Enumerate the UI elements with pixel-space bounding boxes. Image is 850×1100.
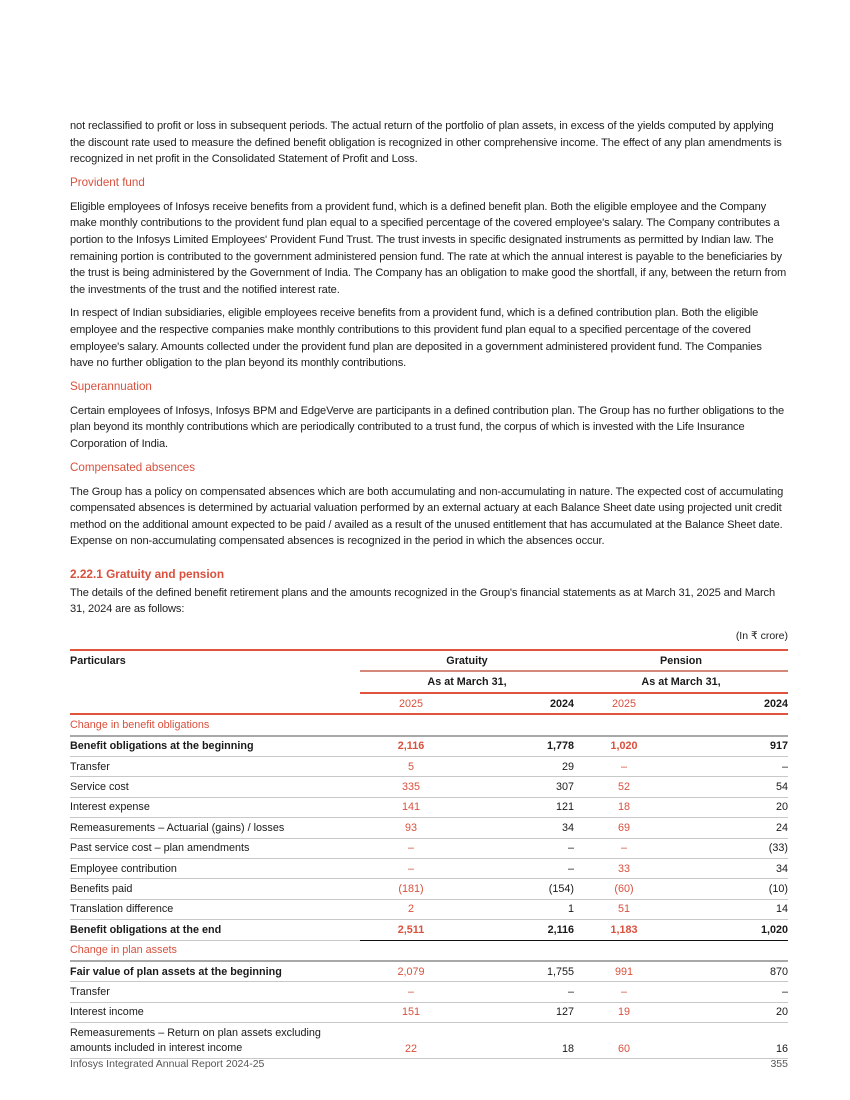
gratuity-year-2024: 2024 xyxy=(549,697,574,710)
gratuity-2024-value: – xyxy=(462,858,574,878)
gratuity-2024-value: – xyxy=(462,982,574,1002)
gratuity-2025-value: 2,116 xyxy=(360,736,462,757)
table-row xyxy=(70,1002,788,1022)
row-label: Interest expense xyxy=(70,797,360,817)
pension-2025-value: (60) xyxy=(574,879,674,899)
pension-2024-value: (10) xyxy=(674,879,788,899)
pension-2025-value: 69 xyxy=(574,818,674,838)
pension-2024-value: 54 xyxy=(674,777,788,797)
table-row xyxy=(70,818,788,838)
page-number: 355 xyxy=(770,1058,788,1070)
pension-year-2024: 2024 xyxy=(763,697,788,710)
row-label: Benefits paid xyxy=(70,879,360,899)
currency-unit-note: (In ₹ crore) xyxy=(735,630,788,643)
table-row xyxy=(70,777,788,797)
row-label: Employee contribution xyxy=(70,858,360,878)
table-group-header xyxy=(70,940,788,961)
table-row xyxy=(70,757,788,777)
group-title: Change in plan assets xyxy=(70,940,788,961)
table-row xyxy=(70,1023,788,1059)
gratuity-2024-value: 1,778 xyxy=(462,736,574,757)
pension-2025-value: 1,020 xyxy=(574,736,674,757)
gratuity-2024-value: 1 xyxy=(462,899,574,919)
gratuity-2025-value: 2 xyxy=(360,899,462,919)
gratuity-2024-value: 1,755 xyxy=(462,961,574,982)
pension-2025-value: 33 xyxy=(574,858,674,878)
pension-2024-value: 20 xyxy=(674,1002,788,1022)
row-label: Transfer xyxy=(70,757,360,777)
pension-2025-value: – xyxy=(574,838,674,858)
row-label: Benefit obligations at the end xyxy=(70,920,360,940)
pension-2024-value: 870 xyxy=(674,961,788,982)
superannuation-heading: Superannuation xyxy=(70,379,152,393)
gratuity-as-at-header: As at March 31, xyxy=(360,671,574,692)
pension-as-at-header: As at March 31, xyxy=(574,671,788,692)
table-row xyxy=(70,982,788,1002)
compensated-absences-paragraph: The Group has a policy on compensated absences which are both accumulating and non-accumulating in nature. The expected cost of accumulating compensated absences is determined by actuarial valuation performed by an external actuary at each Balance Sheet date using projected unit credit method on the additional amount expected to be paid / availed as a result of the unused entitlement that has accumulated at the Balance Sheet date. Expense on non-accumulating compensated absences is recognized in the period in which the absences occur. xyxy=(70,485,784,548)
pension-2024-value: 24 xyxy=(674,818,788,838)
row-label: Interest income xyxy=(70,1002,360,1022)
gratuity-2025-value: – xyxy=(360,838,462,858)
gratuity-2024-value: 34 xyxy=(462,818,574,838)
gratuity-2025-value: 335 xyxy=(360,777,462,797)
compensated-absences-heading: Compensated absences xyxy=(70,460,196,474)
pension-2024-value: (33) xyxy=(674,838,788,858)
gratuity-2025-value: – xyxy=(360,982,462,1002)
pension-2025-value: 60 xyxy=(574,1023,674,1059)
intro-paragraph: not reclassified to profit or loss in subsequent periods. The actual return of the portfolio of plan assets, in excess of the yields computed by applying the discount rate used to measure the defined benefit obligation is recognized in other comprehensive income. The effect of any plan amendments is recognized in net profit in the Consolidated Statement of Profit and Loss. xyxy=(70,120,782,166)
pension-2025-value: – xyxy=(574,982,674,1002)
row-label: Translation difference xyxy=(70,899,360,919)
pension-2025-value: – xyxy=(574,757,674,777)
gratuity-2025-value: 22 xyxy=(360,1023,462,1059)
gratuity-pension-heading: 2.22.1 Gratuity and pension xyxy=(70,566,225,581)
pension-2024-value: 34 xyxy=(674,858,788,878)
document-page xyxy=(70,118,788,1059)
provident-fund-paragraph-1: Eligible employees of Infosys receive benefits from a provident fund, which is a defined benefit plan. Both the eligible employee and the Company make monthly contributions to the provident fund plan equal to a specified percentage of the covered employee's salary. The Company contributes a portion to the Infosys Limited Employees' Provident Fund Trust. The trust invests in specific designated instruments as permitted by Indian law. The remaining portion is contributed to the government administered pension fund. The rate at which the annual interest is payable to the beneficiaries by the trust is being administered by the Government of India. The Company has an obligation to make good the shortfall, if any, between the return from the investments of the trust and the notified interest rate. xyxy=(70,200,787,296)
gratuity-2025-value: 2,511 xyxy=(360,920,462,940)
row-label: Benefit obligations at the beginning xyxy=(70,736,360,757)
table-row xyxy=(70,899,788,919)
table-subheader-row xyxy=(70,671,788,692)
gratuity-2024-value: 29 xyxy=(462,757,574,777)
row-label-line-2: amounts included in interest income xyxy=(70,1042,243,1055)
gratuity-pension-paragraph: The details of the defined benefit retirement plans and the amounts recognized in the Group's financial statements as at March 31, 2025 and March 31, 2024 are as follows: xyxy=(70,586,776,616)
row-label-line-1: Remeasurements – Return on plan assets excluding xyxy=(70,1027,321,1040)
provident-fund-paragraph-2: In respect of Indian subsidiaries, eligible employees receive benefits from a provident fund, which is a defined contribution plan. Both the eligible employee and the respective companies make monthly contributions to this provident fund plan equal to a specified percentage of the covered employee's salary. Amounts collected under the provident fund plan are deposited in a government administered provident fund. The Companies have no further obligation to the plan beyond its monthly contributions. xyxy=(70,307,762,370)
gratuity-2024-value: 18 xyxy=(462,1023,574,1059)
pension-2024-value: – xyxy=(674,757,788,777)
table-row xyxy=(70,961,788,982)
gratuity-2025-value: 93 xyxy=(360,818,462,838)
report-title: Infosys Integrated Annual Report 2024-25 xyxy=(70,1058,265,1070)
table-row xyxy=(70,858,788,878)
pension-header: Pension xyxy=(574,650,788,671)
page-footer xyxy=(70,1058,788,1070)
pension-2025-value: 52 xyxy=(574,777,674,797)
pension-2024-value: 16 xyxy=(674,1023,788,1059)
table-header-row xyxy=(70,650,788,671)
gratuity-2024-value: 307 xyxy=(462,777,574,797)
row-label: Past service cost – plan amendments xyxy=(70,838,360,858)
gratuity-2024-value: 127 xyxy=(462,1002,574,1022)
row-label: Remeasurements – Actuarial (gains) / losses xyxy=(70,818,360,838)
gratuity-2025-value: 141 xyxy=(360,797,462,817)
pension-2024-value: – xyxy=(674,982,788,1002)
superannuation-paragraph: Certain employees of Infosys, Infosys BPM and EdgeVerve are participants in a defined contribution plan. The Group has no further obligations to the plan beyond its monthly contributions which are periodically contributed to a trust fund, the corpus of which is invested with the Life Insurance Corporation of India. xyxy=(70,404,785,450)
pension-2025-value: 1,183 xyxy=(574,920,674,940)
gratuity-2024-value: 121 xyxy=(462,797,574,817)
gratuity-year-2025: 2025 xyxy=(398,697,424,710)
table-row xyxy=(70,879,788,899)
row-label: Fair value of plan assets at the beginning xyxy=(70,961,360,982)
table-row xyxy=(70,736,788,757)
table-row xyxy=(70,838,788,858)
pension-year-2025: 2025 xyxy=(611,697,637,710)
table-row xyxy=(70,920,788,940)
row-label: Transfer xyxy=(70,982,360,1002)
provident-fund-heading: Provident fund xyxy=(70,175,145,189)
gratuity-2025-value: 2,079 xyxy=(360,961,462,982)
table-group-header xyxy=(70,714,788,735)
gratuity-2024-value: (154) xyxy=(462,879,574,899)
pension-2024-value: 917 xyxy=(674,736,788,757)
group-title: Change in benefit obligations xyxy=(70,714,788,735)
pension-2024-value: 14 xyxy=(674,899,788,919)
gratuity-2024-value: 2,116 xyxy=(462,920,574,940)
gratuity-pension-table xyxy=(70,649,788,1059)
pension-2025-value: 991 xyxy=(574,961,674,982)
pension-2024-value: 1,020 xyxy=(674,920,788,940)
pension-2025-value: 51 xyxy=(574,899,674,919)
gratuity-2024-value: – xyxy=(462,838,574,858)
gratuity-2025-value: – xyxy=(360,858,462,878)
row-label xyxy=(70,1023,360,1059)
particulars-header: Particulars xyxy=(70,650,360,671)
gratuity-header: Gratuity xyxy=(360,650,574,671)
pension-2025-value: 18 xyxy=(574,797,674,817)
table-years-row xyxy=(70,693,788,714)
pension-2024-value: 20 xyxy=(674,797,788,817)
gratuity-2025-value: 5 xyxy=(360,757,462,777)
pension-2025-value: 19 xyxy=(574,1002,674,1022)
gratuity-2025-value: 151 xyxy=(360,1002,462,1022)
table-row xyxy=(70,797,788,817)
gratuity-2025-value: (181) xyxy=(360,879,462,899)
row-label: Service cost xyxy=(70,777,360,797)
